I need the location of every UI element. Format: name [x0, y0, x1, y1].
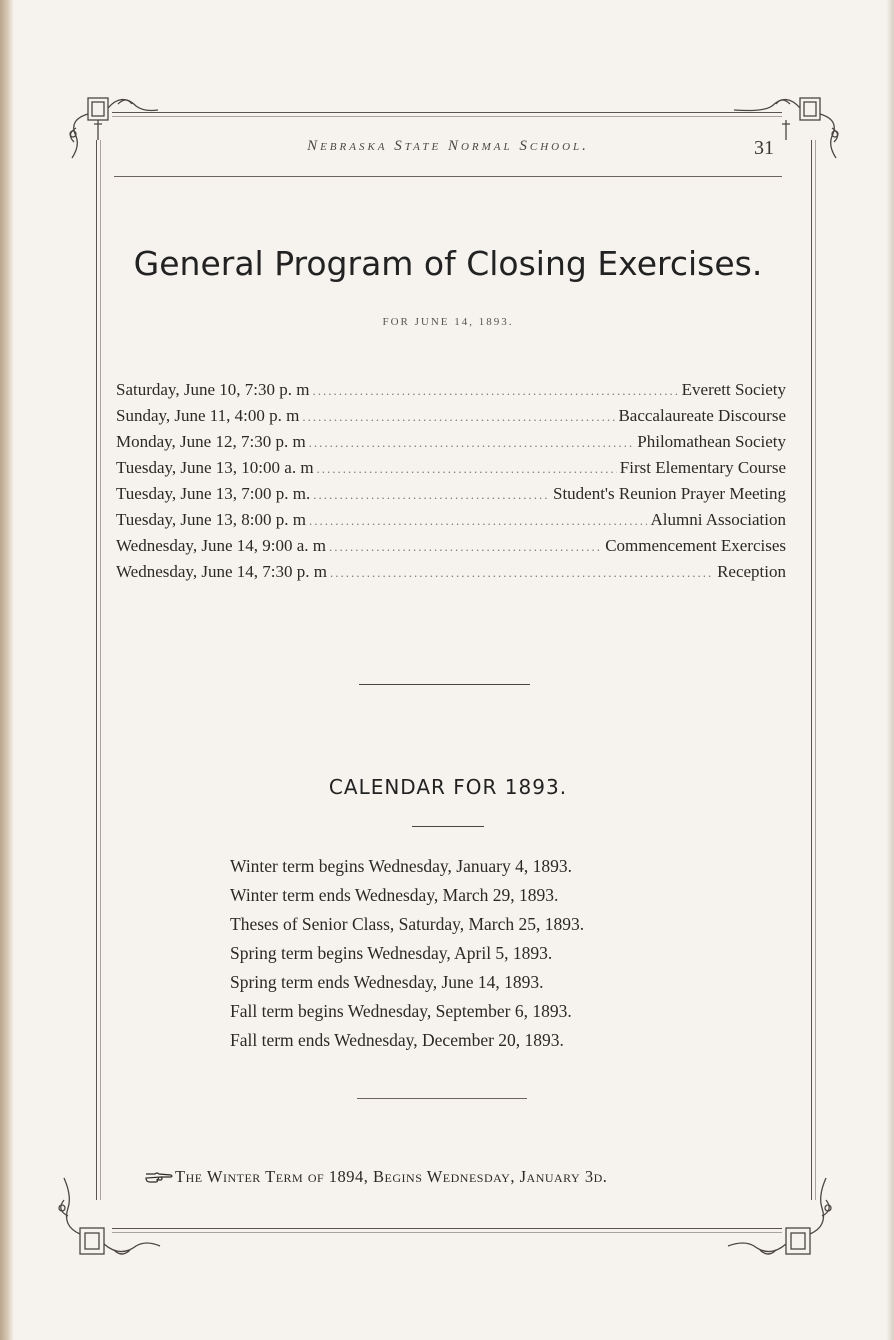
- dot-leader: [330, 565, 714, 581]
- program-row-when: Wednesday, June 14, 7:30 p. m: [116, 562, 327, 581]
- program-row-when: Sunday, June 11, 4:00 p. m: [116, 406, 300, 425]
- calendar-line: Fall term begins Wednesday, September 6, 1893.: [230, 1001, 572, 1021]
- program-row-event: Commencement Exercises: [605, 536, 786, 555]
- program-row-event: Philomathean Society: [637, 432, 786, 451]
- dot-leader: [313, 487, 550, 503]
- book-spine-edge: [0, 0, 14, 1340]
- program-row-when: Monday, June 12, 7:30 p. m: [116, 432, 306, 451]
- dot-leader: [312, 383, 678, 399]
- calendar-line: Winter term ends Wednesday, March 29, 1893.: [230, 885, 559, 905]
- calendar-line: Spring term begins Wednesday, April 5, 1893.: [230, 943, 553, 963]
- program-row: [116, 380, 786, 406]
- calendar-line: Fall term ends Wednesday, December 20, 1893.: [230, 1030, 564, 1050]
- header-rule: [114, 176, 782, 177]
- program-row-event: Alumni Association: [650, 510, 786, 529]
- program-list: [116, 380, 786, 588]
- dot-leader: [309, 513, 647, 529]
- calendar-list: [230, 852, 750, 1055]
- program-row: [116, 562, 786, 588]
- dot-leader: [329, 539, 602, 555]
- notice-text: The Winter Term of 1894, Begins Wednesday, January 3d.: [175, 1167, 608, 1186]
- program-row-when: Tuesday, June 13, 8:00 p. m: [116, 510, 306, 529]
- program-row-event: Everett Society: [681, 380, 786, 399]
- program-row: [116, 406, 786, 432]
- calendar-line: Theses of Senior Class, Saturday, March 25, 1893.: [230, 914, 585, 934]
- program-row-event: Reception: [717, 562, 786, 581]
- program-row-when: Tuesday, June 13, 10:00 a. m: [116, 458, 314, 477]
- section-divider: [359, 684, 530, 685]
- program-row-event: Baccalaureate Discourse: [618, 406, 786, 425]
- program-row: [116, 458, 786, 484]
- calendar-title-rule: [412, 826, 484, 827]
- program-row: [116, 432, 786, 458]
- section-divider: [357, 1098, 527, 1099]
- calendar-line: Winter term begins Wednesday, January 4, 1893.: [230, 856, 572, 876]
- running-head: Nebraska State Normal School.: [307, 138, 589, 154]
- program-subtitle: FOR JUNE 14, 1893.: [382, 316, 514, 328]
- program-row: [116, 510, 786, 536]
- page-number: 31: [754, 137, 774, 159]
- winter-term-notice: [145, 1167, 805, 1187]
- calendar-title: CALENDAR FOR 1893.: [328, 775, 568, 799]
- calendar-line: Spring term ends Wednesday, June 14, 1893.: [230, 972, 544, 992]
- dot-leader: [317, 461, 617, 477]
- program-row-when: Saturday, June 10, 7:30 p. m: [116, 380, 310, 399]
- program-row-event: Student's Reunion Prayer Meeting: [552, 484, 786, 503]
- program-row: [116, 536, 786, 562]
- program-row-when: Wednesday, June 14, 9:00 a. m: [116, 536, 326, 555]
- program-row: [116, 484, 786, 510]
- program-title: General Program of Closing Exercises.: [133, 244, 763, 283]
- dot-leader: [309, 435, 635, 451]
- page-right-edge: [886, 0, 894, 1340]
- dot-leader: [302, 409, 615, 425]
- pointing-hand-icon: [145, 1170, 173, 1184]
- program-row-event: First Elementary Course: [619, 458, 786, 477]
- program-row-when: Tuesday, June 13, 7:00 p. m.: [116, 484, 311, 503]
